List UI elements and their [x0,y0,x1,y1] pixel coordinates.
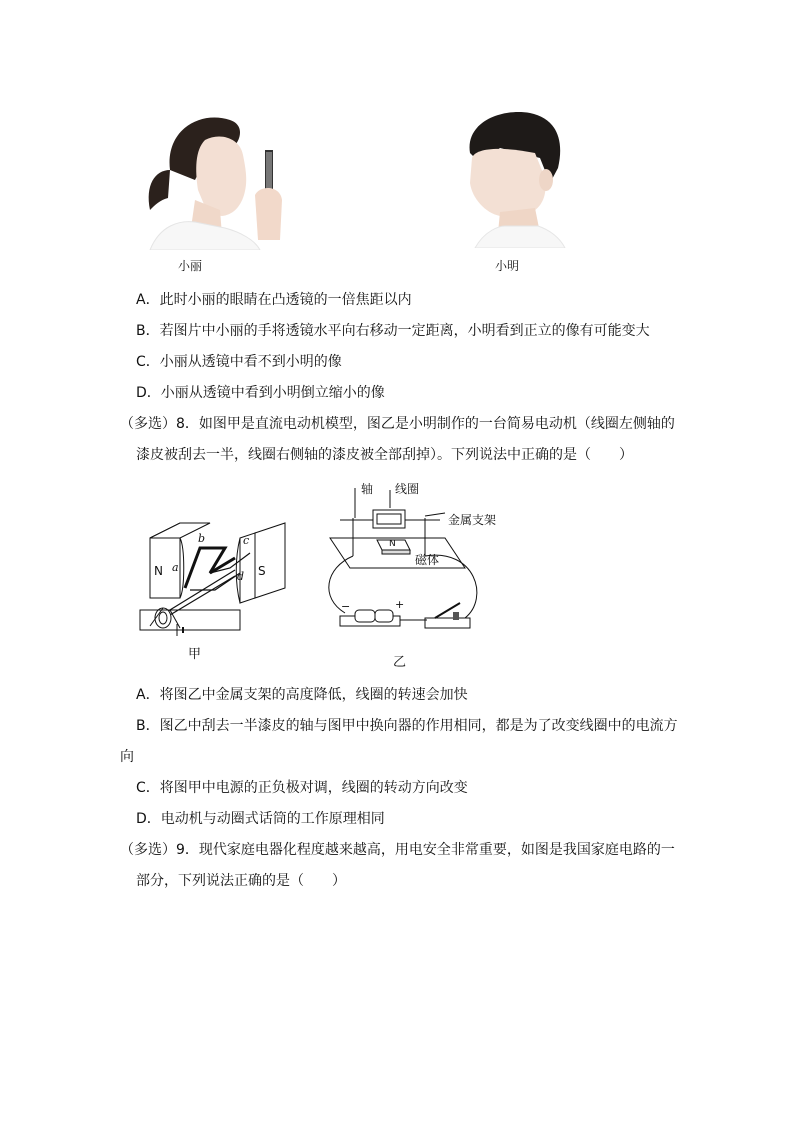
q7-option-c: C．小丽从透镜中看不到小明的像 [136,354,342,370]
jia-label-a: a [172,561,179,574]
figure-jia-motor-model [135,518,300,668]
q8-stem-line2: 漆皮被刮去一半，线圈右侧轴的漆皮被全部刮掉）。下列说法中正确的是（ ） [136,447,633,463]
jia-label-b: b [198,532,206,545]
q8-option-b-line1: B．图乙中刮去一半漆皮的轴与图甲中换向器的作用相同，都是为了改变线圈中的电流方 [136,718,678,734]
yi-label-magnet-n: N [389,539,396,549]
girl-photo [140,110,290,250]
jia-label-s: S [258,564,266,578]
yi-label-magnet: 磁体 [415,553,440,567]
q8-stem-line1: （多选）8．如图甲是直流电动机模型，图乙是小明制作的一台简易电动机（线圈左侧轴的 [120,416,675,432]
yi-label-bracket: 金属支架 [448,513,497,527]
yi-label-plus: + [395,598,405,611]
q8-option-b-line2: 向 [120,749,134,765]
girl-caption: 小丽 [178,259,203,273]
jia-label-n: N [154,564,163,578]
boy-photo [460,108,570,248]
yi-label-minus: − [341,600,351,613]
boy-caption: 小明 [495,259,520,273]
yi-label-axle: 轴 [361,482,374,496]
jia-label-c: c [243,534,250,547]
q7-option-a: A．此时小丽的眼睛在凸透镜的一倍焦距以内 [136,292,412,308]
q9-stem-line1: （多选）9．现代家庭电器化程度越来越高，用电安全非常重要，如图是我国家庭电路的一 [120,842,675,858]
figure-yi-caption: 乙 [393,655,407,670]
jia-label-d: d [237,570,245,583]
q7-option-b: B．若图片中小丽的手将透镜水平向右移动一定距离，小明看到正立的像有可能变大 [136,323,650,339]
q8-option-d: D．电动机与动圈式话筒的工作原理相同 [136,811,385,827]
figure-yi-simple-motor [315,478,515,638]
q9-stem-line2: 部分，下列说法正确的是（ ） [136,873,346,889]
figure-jia-caption: 甲 [188,647,202,662]
yi-label-coil: 线圈 [395,482,420,496]
q8-option-c: C．将图甲中电源的正负极对调，线圈的转动方向改变 [136,780,468,796]
q7-option-d: D．小丽从透镜中看到小明倒立缩小的像 [136,385,385,401]
q8-option-a: A．将图乙中金属支架的高度降低，线圈的转速会加快 [136,687,468,703]
